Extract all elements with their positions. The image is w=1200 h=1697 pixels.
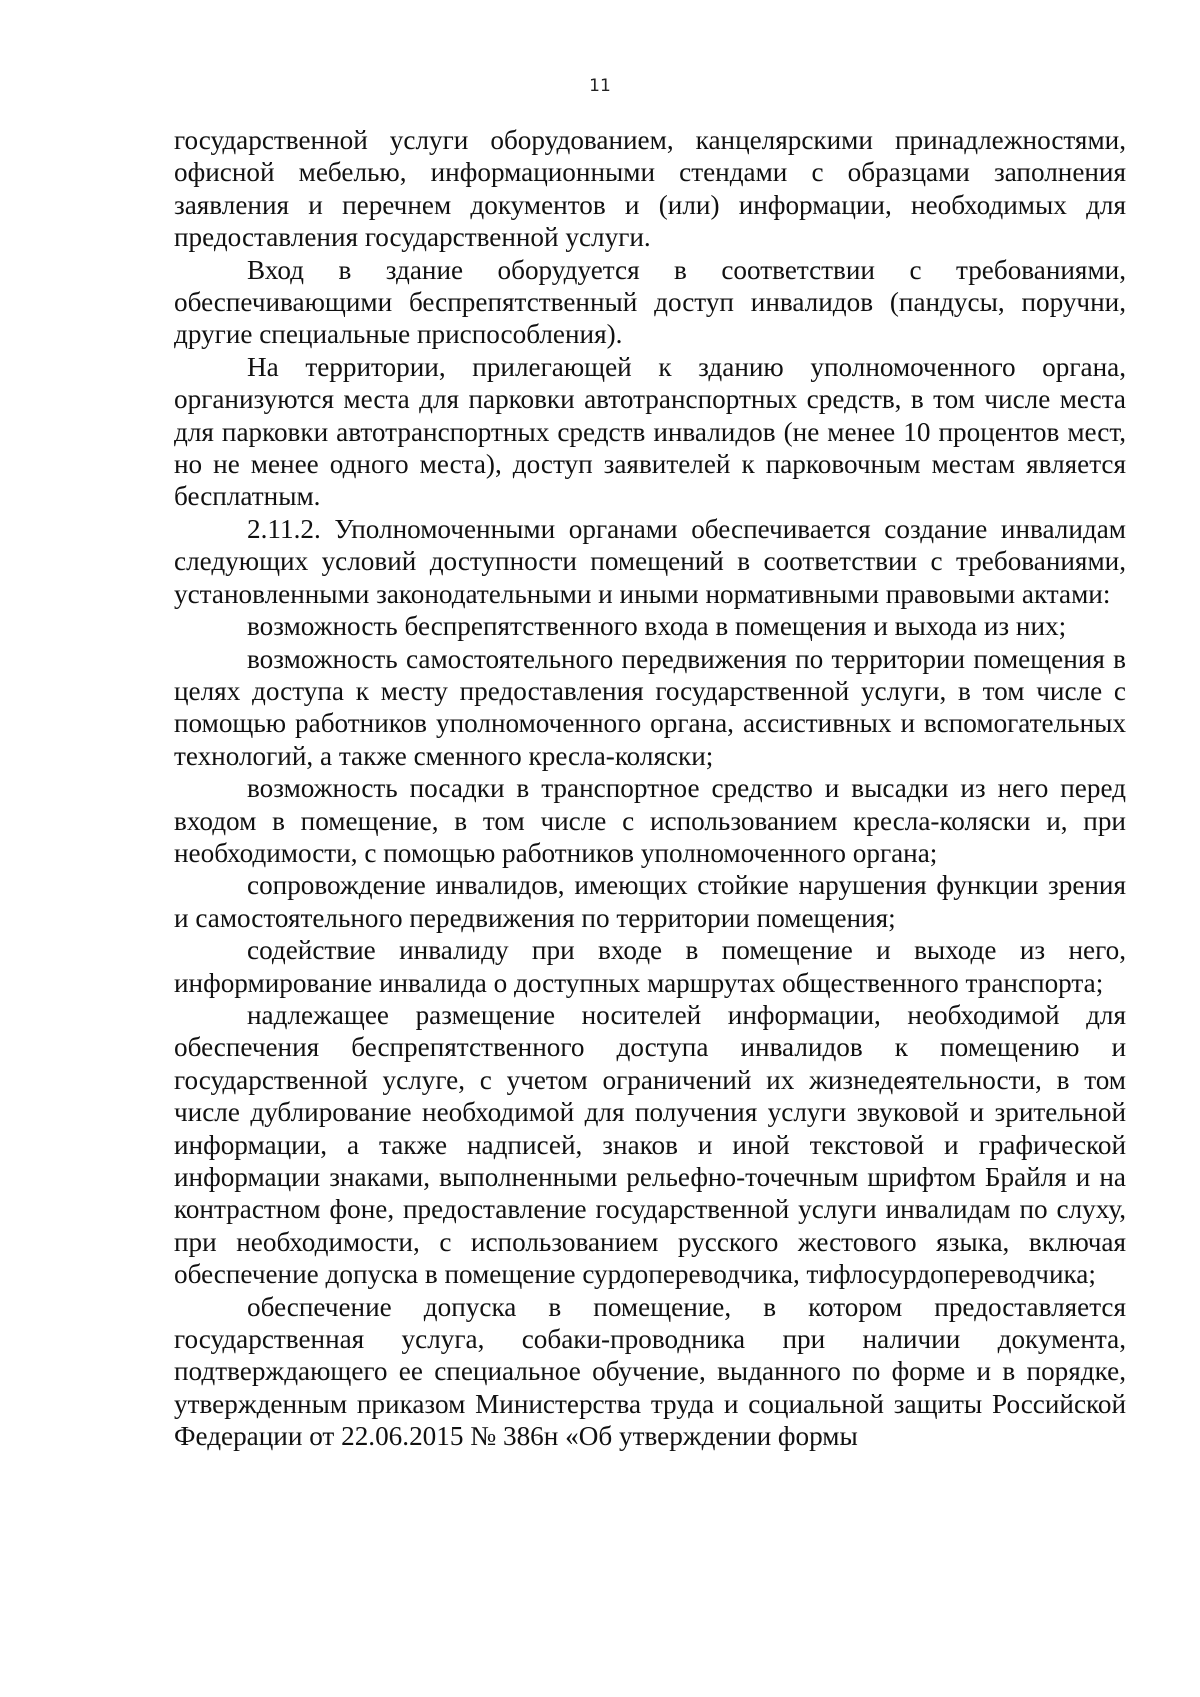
list-item-information-placement: надлежащее размещение носителей информации, необходимой для обеспечения беспрепятственного доступа инвалидов к помещению и государственной услуге, с учетом ограничений их жизнедеятельности, в том числе дублирование необходимой для получения услуги звуковой и зрительной информации, а также надписей, знаков и иной текстовой и графической информации знаками, выполненными рельефно-точечным шрифтом Брайля и на контрастном фоне, предоставление государственной услуги инвалидам по слуху, при необходимости, с использованием русского жестового языка, включая обеспечение допуска в помещение сурдопереводчика, тифлосурдопереводчика; [174,999,1126,1290]
list-item-assistance: содействие инвалиду при входе в помещение и выходе из него, информирование инвалида о доступных маршрутах общественного транспорта; [174,935,1126,998]
list-item-transport-boarding: возможность посадки в транспортное средство и высадки из него перед входом в помещение, в том числе с использованием кресла-коляски и, при необходимости, с помощью работников уполномоченного органа; [174,773,1126,868]
list-item-free-entry: возможность беспрепятственного входа в помещения и выхода из них; [247,611,1067,642]
list-item-movement: возможность самостоятельного передвижения по территории помещения в целях доступа к месту предоставления государственной услуги, в том числе с помощью работников уполномоченного органа, ассистивных и вспомогательных технологий, а также сменного кресла-коляски; [174,643,1126,771]
paragraph-building-entrance: Вход в здание оборудуется в соответствии с требованиями, обеспечивающими беспрепятственный доступ инвалидов (пандусы, поручни, другие специальные приспособления). [174,254,1126,350]
list-item-escort: сопровождение инвалидов, имеющих стойкие нарушения функции зрения и самостоятельного передвижения по территории помещения; [174,870,1126,933]
document-body [174,124,1126,1453]
page-number: 11 [589,76,611,96]
paragraph-parking: На территории, прилегающей к зданию уполномоченного органа, организуются места для парковки автотранспортных средств, в том числе места для парковки автотранспортных средств инвалидов (не менее 10 процентов мест, но не менее одного места), доступ заявителей к парковочным местам является бесплатным. [174,351,1126,512]
paragraph-continuation: государственной услуги оборудованием, канцелярскими принадлежностями, офисной мебелью, информационными стендами с образцами заполнения заявления и перечнем документов и (или) информации, необходимых для предоставления государственной услуги. [174,125,1126,253]
list-item-guide-dog: обеспечение допуска в помещение, в котором предоставляется государственная услуга, собаки-проводника при наличии документа, подтверждающего ее специальное обучение, выданного по форме и в порядке, утвержденным приказом Министерства труда и социальной защиты Российской Федерации от 22.06.2015 № 386н «Об утверждении формы [174,1291,1126,1452]
paragraph-section-2-11-2: 2.11.2. Уполномоченными органами обеспечивается создание инвалидам следующих условий доступности помещений в соответствии с требованиями, установленными законодательными и иными нормативными правовыми актами: [174,513,1126,609]
